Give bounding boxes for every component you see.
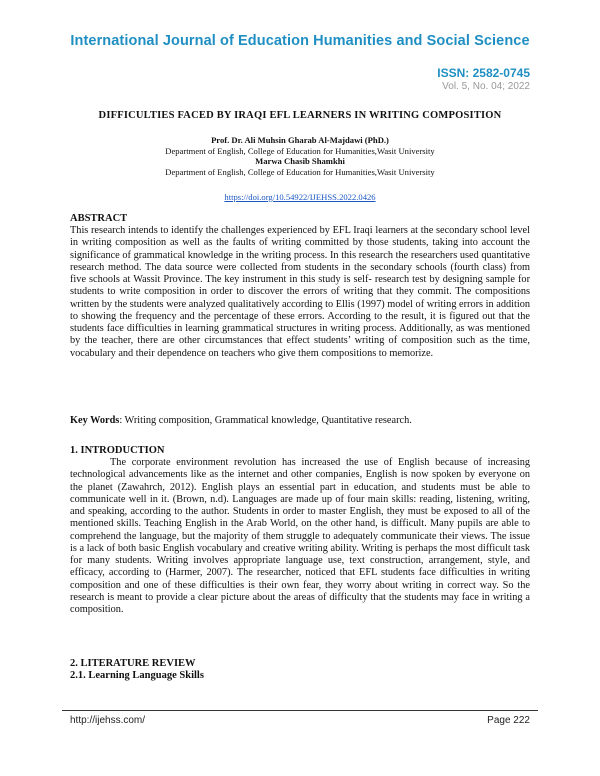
footer-divider (62, 710, 538, 711)
issn-label: ISSN: 2582-0745 (437, 66, 530, 80)
literature-section (70, 658, 530, 682)
author-name-2: Marwa Chasib Shamkhi (255, 156, 345, 167)
introduction-heading: 1. INTRODUCTION (70, 445, 165, 456)
keywords-label: Key Words (70, 415, 120, 426)
abstract-text: This research intends to identify the challenges experienced by EFL Iraqi learners at the secondary school level in writing composition as well as the faults of writing committed by those students, taking into account the significance of grammatical knowledge in the writing process. In this research the researchers used quantitative research method. The data source were collected from students in the secondary schools (fourth class) from five schools at Wassit Province. The key instrument in this study is self- research test by designing sample for students to write composition in order to discover the errors of writing that they commit. The compositions written by the students were analyzed qualitatively according to Ellis (1997) model of writing errors in addition to showing the frequency and the percentage of these errors. According to the result, it is figured out that the students face difficulties in learning grammatical structures in writing process. Additionally, as was mentioned by the teacher, there are other circumstances that effect students’ writing of composition such as the time, vocabulary and their dependence on teachers who give them compositions to memorize. (70, 225, 530, 359)
literature-heading: 2. LITERATURE REVIEW (70, 658, 196, 669)
page-number: Page 222 (487, 715, 530, 726)
doi-line (70, 192, 530, 202)
author-affiliation-1: Department of English, College of Education for Humanities,Wasit University (165, 145, 435, 156)
introduction-section (70, 445, 530, 616)
literature-subheading: 2.1. Learning Language Skills (70, 670, 204, 681)
footer-url: http://ijehss.com/ (70, 715, 146, 726)
journal-title: International Journal of Education Humanities and Social Science (70, 33, 530, 49)
author-affiliation-2: Department of English, College of Education for Humanities,Wasit University (165, 166, 435, 177)
volume-label: Vol. 5, No. 04; 2022 (442, 81, 530, 92)
abstract-section (70, 213, 530, 360)
author-name-1: Prof. Dr. Ali Muhsin Gharab Al-Majdawi (PhD.) (211, 135, 389, 145)
doi-link[interactable]: https://doi.org/10.54922/IJEHSS.2022.0426 (224, 192, 376, 202)
author-block (70, 135, 530, 177)
paper-title: DIFFICULTIES FACED BY IRAQI EFL LEARNERS IN WRITING COMPOSITION (98, 110, 502, 121)
abstract-heading: ABSTRACT (70, 213, 128, 224)
keywords-line (70, 415, 530, 427)
keywords-text: : Writing composition, Grammatical knowledge, Quantitative research. (119, 415, 412, 426)
introduction-text: The corporate environment revolution has increased the use of English because of increasing technological advancements like as the internet and other companies, English is now spoken by everyone on the planet (Zawahrch, 2012). English plays an essential part in education, and students must be able to communicate well in it. (Brown, n.d). Languages are made up of four main skills: reading, listening, writing, and speaking, according to the author. Students in order to master English, they must be exposed to all of the mentioned skills. Teaching English in the Arab World, on the other hand, is difficult. Many pupils are able to comprehend the language, but the majority of them struggle to adequately communicate their views. The issue is a lack of both basic English vocabulary and creative writing ability. Writing is perhaps the most difficult task for many students. Writing involves appropriate language use, text construction, arrangement, style, and efficacy, according to (Harmer, 2007). The researcher, noticed that EFL students face difficulties in writing composition and one of these difficulties is their own fear, they worry about writing in correct way. So the research is meant to provide a clear picture about the areas of difficulty that the students may face in writing a composition. (70, 457, 530, 615)
